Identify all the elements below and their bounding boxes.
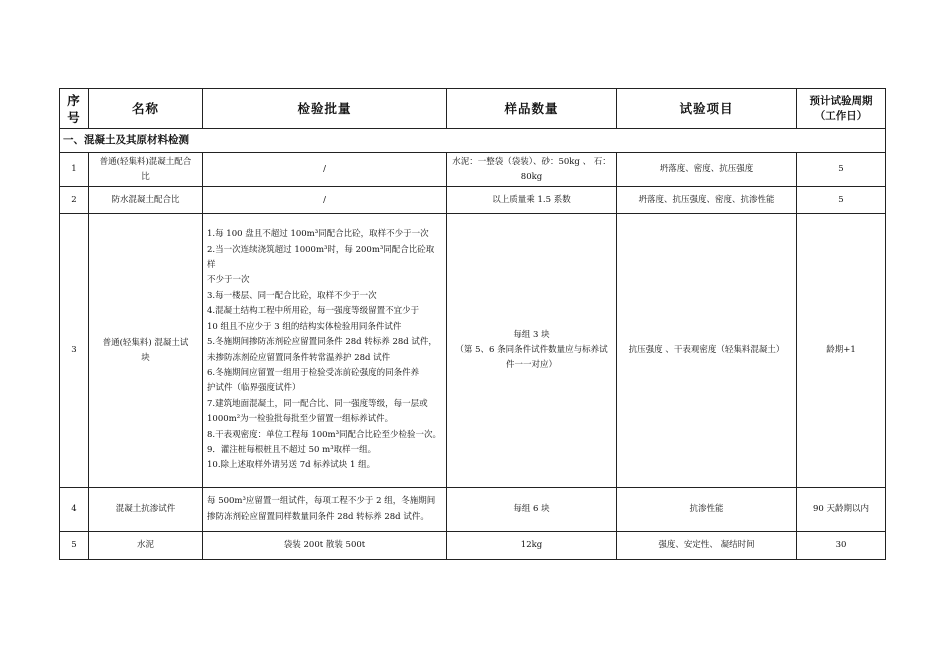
table-header-row	[60, 89, 886, 129]
row-period: 5	[797, 187, 886, 214]
row-period: 30	[797, 532, 886, 560]
table-row	[60, 532, 886, 560]
table-row	[60, 187, 886, 214]
row-batch-rules: 每 500m³应留置一组试件，每项工程不少于 2 组，冬施期间 掺防冻剂砼应留置同样数量同条件 28d 转标养 28d 试件。	[203, 488, 447, 532]
row-period: 5	[797, 153, 886, 187]
header-batch: 检验批量	[203, 89, 447, 129]
row-sample: 12kg	[447, 532, 617, 560]
row-sample: 水泥：一整袋（袋装）、砂：50kg 、 石： 80kg	[447, 153, 617, 187]
row-name: 水泥	[89, 532, 203, 560]
header-index: 序 号	[60, 89, 89, 129]
row-sample: 以上质量乘 1.5 系数	[447, 187, 617, 214]
row-batch-rules: 1.每 100 盘且不超过 100m³同配合比砼，取样不少于一次 2.当一次连续浇筑超过 1000m³时，每 200m³同配合比砼取样 不少于一次 3.每一楼层、同一配合比砼，取样不少于一次 4.混凝土结构工程中所用砼，每一强度等级留置不宜少于 10 组且不应少于 3 组的结构实体检验用同条件试件 5.冬施期间掺防冻剂砼应留置同条件 28d 转标养 28d 试件， 未掺防冻剂砼应留置同条件转常温养护 28d 试件 6.冬施期间应留置一组用于检验受冻前砼强度的同条件养 护试件（临界强度试件） 7.建筑地面混凝土，同一配合比、同一强度等级，每一层或 1000m²为一检验批每批至少留置一组标养试件。 8.干表观密度：单位工程每 100m³同配合比砼至少检验一次。 9．灌注桩每根桩且不超过 50 m³取样一组。 10.除上述取样外请另送 7d 标养试块 1 组。	[203, 214, 447, 488]
header-period: 预计试验周期 （工作日）	[797, 89, 886, 129]
table-row	[60, 214, 886, 488]
row-sample: 每组 3 块 （第 5、6 条同条件试件数量应与标养试 件一一对应）	[447, 214, 617, 488]
inspection-table	[59, 88, 886, 560]
row-test: 强度、安定性、 凝结时间	[617, 532, 797, 560]
row-index: 5	[60, 532, 89, 560]
row-name: 混凝土抗渗试件	[89, 488, 203, 532]
row-period: 龄期+1	[797, 214, 886, 488]
row-name: 普通(轻集料)混凝土配合 比	[89, 153, 203, 187]
row-sample: 每组 6 块	[447, 488, 617, 532]
row-name: 普通(轻集料) 混凝土试 块	[89, 214, 203, 488]
row-batch: /	[203, 187, 447, 214]
row-index: 1	[60, 153, 89, 187]
row-test: 坍落度、抗压强度、密度、抗渗性能	[617, 187, 797, 214]
row-index: 4	[60, 488, 89, 532]
header-name: 名称	[89, 89, 203, 129]
header-test: 试验项目	[617, 89, 797, 129]
row-batch: 袋装 200t 散装 500t	[203, 532, 447, 560]
row-test: 抗渗性能	[617, 488, 797, 532]
row-index: 3	[60, 214, 89, 488]
row-test: 坍落度、密度、抗压强度	[617, 153, 797, 187]
table-row	[60, 488, 886, 532]
section-title: 一、混凝土及其原材料检测	[60, 129, 886, 153]
section-row	[60, 129, 886, 153]
header-sample: 样品数量	[447, 89, 617, 129]
table-row	[60, 153, 886, 187]
row-index: 2	[60, 187, 89, 214]
row-test: 抗压强度 、干表观密度（轻集料混凝土）	[617, 214, 797, 488]
row-name: 防水混凝土配合比	[89, 187, 203, 214]
row-period: 90 天龄期以内	[797, 488, 886, 532]
row-batch: /	[203, 153, 447, 187]
